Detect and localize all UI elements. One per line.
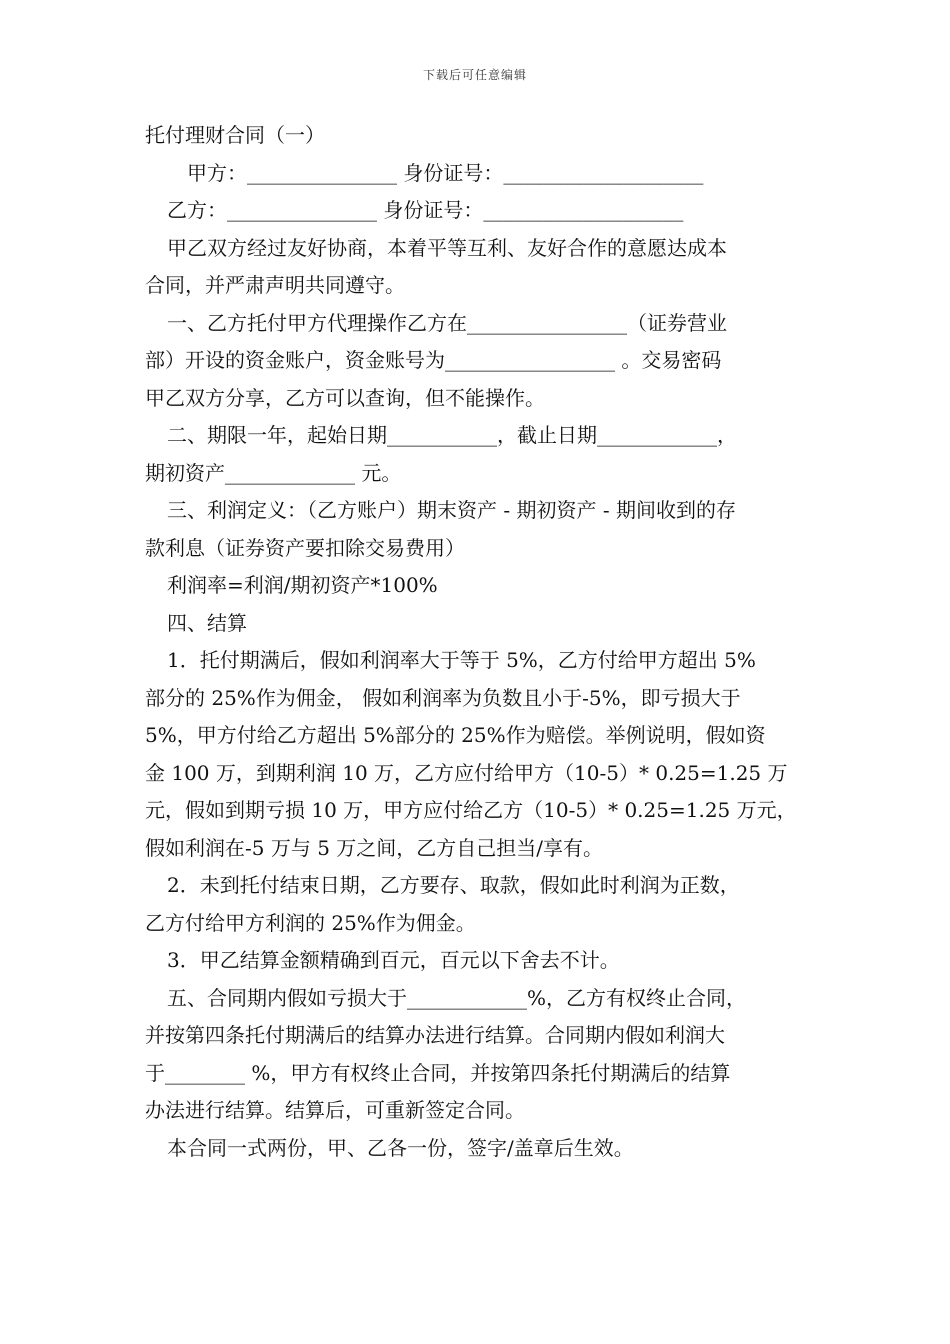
page-header-note: 下载后可任意编辑 [422,68,527,82]
clause4-1-line-5: 元，假如到期亏损 10 万，甲方应付给乙方（10-5）* 0.25=1.25 万元， [145,798,797,822]
clause4-1-line-4: 金 100 万，到期利润 10 万，乙方应付给甲方（10-5）* 0.25=1.25 万 [145,760,788,785]
clause4-1-line-1: 1．托付期满后，假如利润率大于等于 5%，乙方付给甲方超出 5% [167,648,756,672]
clause5-line-2: 并按第四条托付期满后的结算办法进行结算。合同期内假如利润大 [145,1023,725,1047]
intro-line-2: 合同，并严肃声明共同遵守。 [145,273,405,297]
clause1-line-3: 甲乙双方分享，乙方可以查询，但不能操作。 [145,385,545,410]
clause4-heading: 四、结算 [167,610,247,635]
clause2-line-2: 期初资产_____________ 元。 [145,460,402,485]
clause1-line-1: 一、乙方托付甲方代理操作乙方在________________（证券营业 [167,310,727,335]
clause2-line-1: 二、期限一年，起始日期___________，截止日期____________， [167,423,737,447]
contract-body [145,117,815,1167]
clause4-2-line-1: 2．未到托付结束日期，乙方要存、取款，假如此时利润为正数， [167,873,740,897]
closing-line: 本合同一式两份，甲、乙各一份，签字/盖章后生效。 [167,1135,634,1160]
clause4-1-line-2: 部分的 25%作为佣金， 假如利润率为负数且小于-5%，即亏损大于 [145,685,741,710]
party-a-line: 甲方：_______________ 身份证号：____________________ [187,160,704,185]
clause4-2-line-2: 乙方付给甲方利润的 25%作为佣金。 [145,910,476,935]
clause3-line-2: 款利息（证券资产要扣除交易费用） [145,535,465,560]
clause4-1-line-3: 5%，甲方付给乙方超出 5%部分的 25%作为赔偿。举例说明，假如资 [145,723,766,747]
clause5-line-4: 办法进行结算。结算后，可重新签定合同。 [145,1098,525,1122]
clause4-3-line: 3．甲乙结算金额精确到百元，百元以下舍去不计。 [167,948,620,972]
contract-title: 托付理财合同（一） [145,123,325,147]
clause5-line-1: 五、合同期内假如亏损大于____________%，乙方有权终止合同， [167,985,747,1010]
party-b-line: 乙方：_______________ 身份证号：____________________ [167,198,684,222]
clause4-1-line-6: 假如利润在-5 万与 5 万之间，乙方自己担当/享有。 [145,835,604,860]
clause5-line-3: 于________ %，甲方有权终止合同，并按第四条托付期满后的结算 [145,1060,731,1085]
clause3-formula: 利润率=利润/期初资产*100% [167,573,438,597]
clause1-line-2: 部）开设的资金账户，资金账号为_________________ 。交易密码 [145,348,722,372]
intro-line-1: 甲乙双方经过友好协商，本着平等互利、友好合作的意愿达成本 [167,235,727,260]
clause3-line-1: 三、利润定义：（乙方账户）期末资产 - 期初资产 - 期间收到的存 [167,498,736,522]
